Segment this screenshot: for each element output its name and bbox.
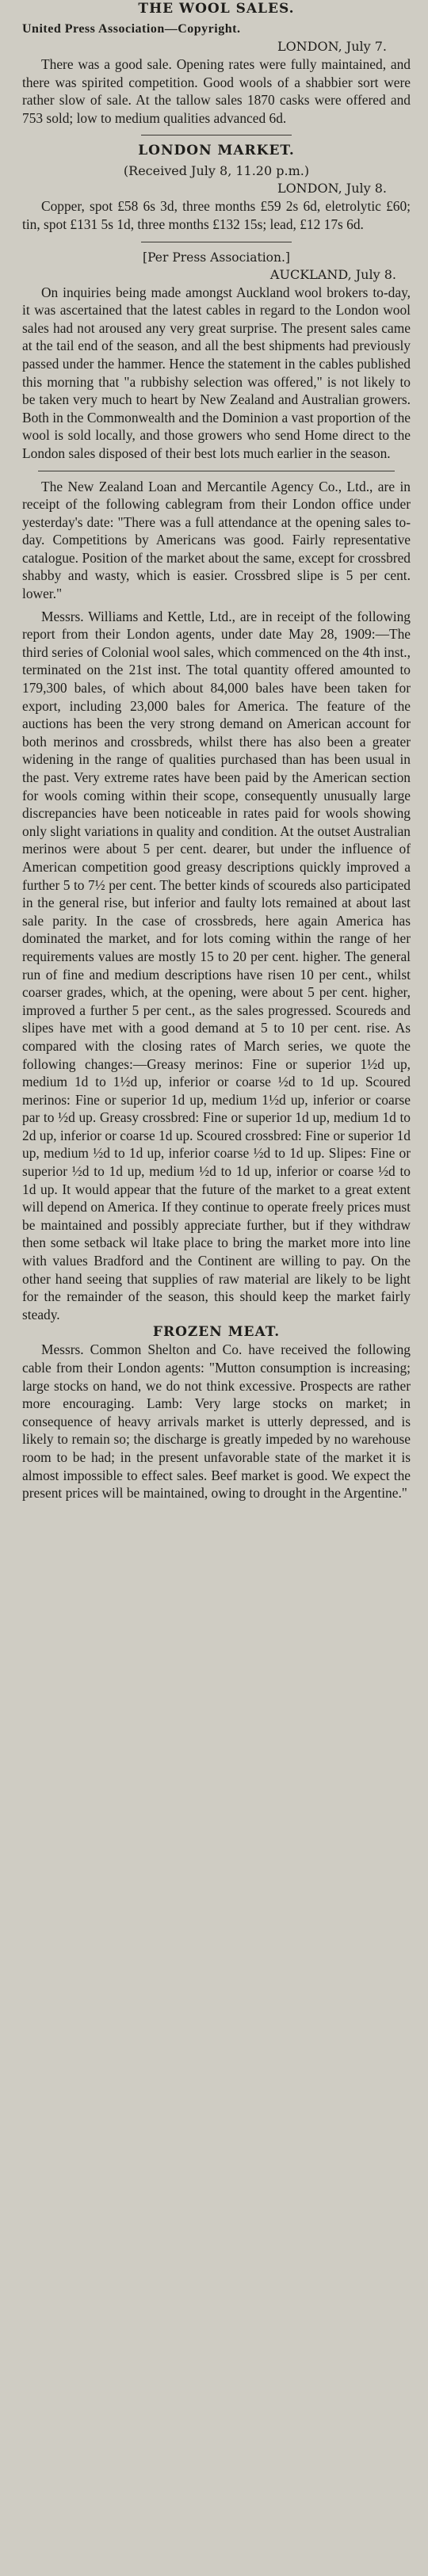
dateline-auckland: AUCKLAND, July 8.: [269, 266, 396, 282]
wool-sales-body: There was a good sale. Opening rates were fully maintained, and there was spirited competition. Good wools of a shabbier sort were rather slow of sale. At the tallow sales 1870 casks were offered and 753 sold; low to medium qualities advanced 6d.: [22, 56, 411, 126]
dateline-london-market: LONDON, July 8.: [277, 181, 387, 197]
headline-wool-sales: THE WOOL SALES.: [138, 1, 295, 17]
dateline-london: LONDON, July 7.: [277, 39, 387, 54]
article-frozen-meat: [22, 1323, 411, 1502]
headline-london-market: LONDON MARKET.: [138, 143, 295, 159]
headline-frozen-meat: FROZEN MEAT.: [152, 1324, 281, 1341]
press-credit: United Press Association—Copyright.: [22, 22, 241, 36]
nz-loan-cablegram: The New Zealand Loan and Mercantile Agency Co., Ltd., are in receipt of the following cablegram from their London office under yesterday's date: "There was a full attendance at the opening sales to-day. Competitions by Americans was good. Fairly representative catalogue. Position of the market about the same, except for crossbred shabby and wasty, which is easier. Crossbred slipe is 5 per cent. lower.": [22, 478, 411, 602]
press-association-credit: [Per Press Association.]: [143, 250, 290, 265]
auckland-body: On inquiries being made amongst Auckland wool brokers to-day, it was ascertained that the latest cables in regard to the London wool sales had not aroused any very great surprise. The present sales came at the tail end of the season, and all the best shipments had previously passed under the hammer. Hence the statement in the cables published this morning that "a rubbishy selection was offered," is not likely to be taken very much to heart by New Zealand and Australian growers. Both in the Commonwealth and the Dominion a vast proportion of the wool is sold locally, and those growers who send Home direct to the London sales disposed of their best lots much earlier in the season.: [22, 284, 411, 461]
received-time: (Received July 8, 11.20 p.m.): [123, 163, 310, 179]
williams-kettle-report: Messrs. Williams and Kettle, Ltd., are in receipt of the following report from their London agents, under date May 28, 1909:—The third series of Colonial wool sales, which commenced on the 4th inst., terminated on the 21st inst. The total quantity offered amounted to 179,300 bales, of which about 84,000 bales have been taken for export, including 23,000 bales for America. The feature of the auctions has been the very strong demand on American account for both merinos and crossbreds, whilst there has also been a greater widening in the range of qualities purchased than has been usual in the past. Very extreme rates have been paid by the American section for wools coming within their scope, consequently unusually large discrepancies have been noticeable in rates paid for wools showing only slight variations in quality and condition. At the outset Australian merinos were about 5 per cent. dearer, but under the influence of American competition good greasy descriptions quickly improved a further 5 to 7½ per cent. The better kinds of scoureds also participated in the general rise, but inferior and faulty lots remained at about last sale parity. In the case of crossbreds, here again America has dominated the market, and for lots coming within the range of her requirements values are mostly 15 to 20 per cent. higher. The general run of fine and medium descriptions have risen 10 per cent., whilst coarser grades, which, at the opening, were about 5 per cent. higher, improved a further 5 per cent., as the sales progressed. Scoureds and slipes have met with a good demand at 5 to 10 per cent. rise. As compared with the closing rates of March series, we quote the following changes:—Greasy merinos: Fine or superior 1½d up, medium 1d to 1½d up, inferior or coarse ½d to 1d up. Scoured merinos: Fine or superior 1d up, medium 1½d up, inferior or coarse par to ½d up. Greasy crossbred: Fine or superior 1d up, medium 1d to 2d up, inferior or coarse 1d up. Scoured crossbred: Fine or superior 1d up, medium ½d to 1d up, inferior coarse ½d to 1d up. Slipes: Fine or superior ½d to 1d up, medium ½d to 1d up, inferior or coarse ½d to 1d up. It would appear that the future of the market to a great extent will depend on America. If they continue to operate freely prices must be maintained and possibly appreciate further, but if they withdraw then some setback wil ltake place to bring the market more into line with values Bradford and the Continent are willing to pay. On the other hand seeing that supplies of raw material are likely to be light for the remainder of the season, this should keep the market fairly steady.: [22, 608, 411, 1322]
london-market-body: Copper, spot £58 6s 3d, three months £59 2s 6d, eletrolytic £60; tin, spot £131 5s 1d, three months £132 15s; lead, £12 17s 6d.: [22, 198, 411, 232]
article-wool-reports: [22, 478, 411, 1324]
frozen-meat-body: Messrs. Common Shelton and Co. have received the following cable from their London agents: "Mutton consumption is increasing; large stocks on hand, we do not think excessive. Prospects are rather more encouraging. Lamb: Very large stocks on market; in consequence of heavy arrivals market is utterly depressed, and is likely to remain so; the discharge is greatly impeded by no warehouse room to be had; in the present unfavorable state of the market it is almost impossible to effect sales. Beef market is good. We expect the present prices will be maintained, owing to drought in the Argentine.": [22, 1341, 411, 1502]
article-london-market: [22, 142, 411, 233]
article-wool-sales: [22, 0, 411, 127]
article-auckland: [22, 249, 411, 463]
